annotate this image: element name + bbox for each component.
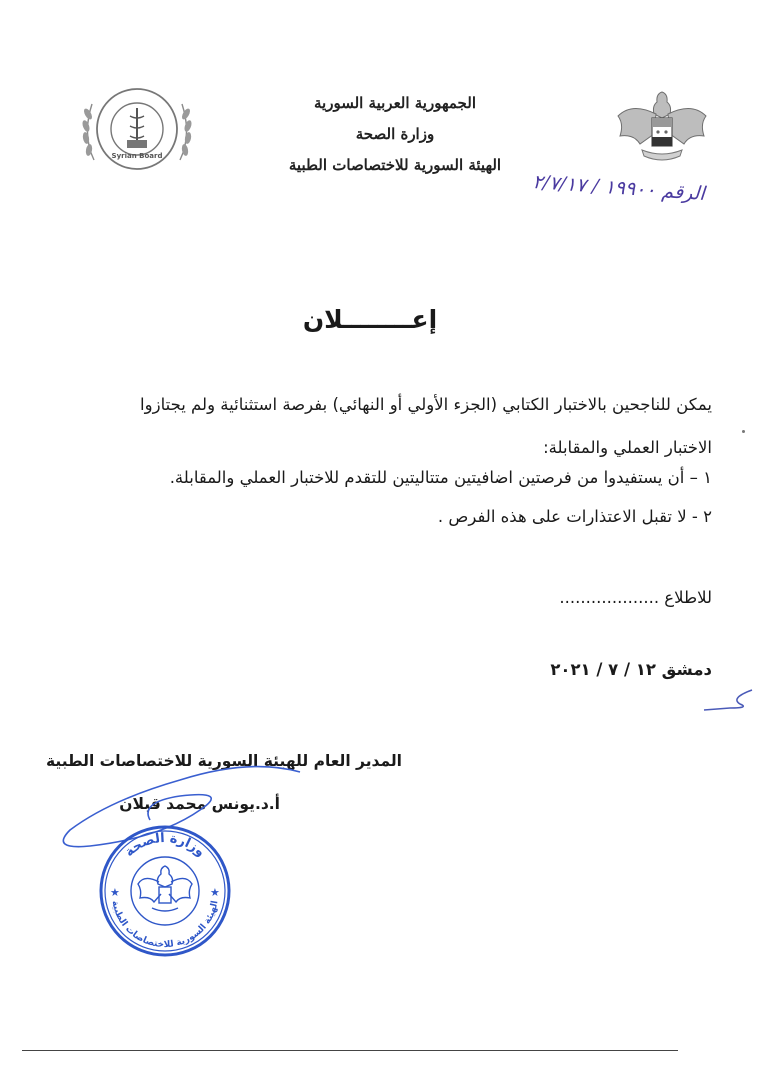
list-item-2: ٢ - لا تقبل الاعتذارات على هذه الفرص . (437, 507, 712, 526)
announcement-title: إعــــــــلان (302, 305, 438, 334)
syrian-board-logo (76, 80, 198, 180)
header-commission: الهيئة السورية للاختصاصات الطبية (288, 156, 502, 174)
paragraph-line-2: الاختبار العملي والمقابلة: (543, 438, 712, 457)
reference-number: الرقم ١٩٩٠٠ / ٢/٧/١٧ (531, 170, 706, 205)
letterhead (230, 88, 560, 181)
signer-name: أ.د.يونس محمد قبلان (119, 795, 280, 813)
date-line: دمشق ١٢ / ٧ / ٢٠٢١ (550, 660, 712, 679)
header-country: الجمهورية العربية السورية (314, 94, 476, 112)
footer-rule (22, 1050, 678, 1051)
syrian-eagle-emblem (612, 84, 712, 174)
pen-mark (700, 686, 758, 716)
stamp-star-right-icon: ★ (210, 886, 220, 899)
stamp-top-text: وزارة الصحة (122, 830, 208, 861)
director-title: المدير العام للهيئة السورية للاختصاصات الطبية (45, 752, 402, 770)
header-ministry: وزارة الصحة (355, 125, 435, 143)
margin-dot (742, 430, 745, 433)
paragraph-line-1: يمكن للناجحين بالاختبار الكتابي (الجزء الأولي أو النهائي) بفرصة استثنائية ولم يجتازوا (140, 395, 712, 414)
stamp-star-left-icon: ★ (110, 886, 120, 899)
official-stamp (96, 824, 234, 958)
announcement-paragraph (52, 383, 712, 469)
for-information-line: للاطلاع ................... (559, 588, 712, 607)
list-item-1: ١ – أن يستفيدوا من فرصتين اضافيتين متتاليتين للتقدم للاختبار العملي والمقابلة. (169, 468, 712, 487)
stamp-bottom-text: الهيئة السورية للاختصاصات الطبية (109, 899, 221, 951)
board-logo-text: Syrian Board (111, 152, 163, 160)
